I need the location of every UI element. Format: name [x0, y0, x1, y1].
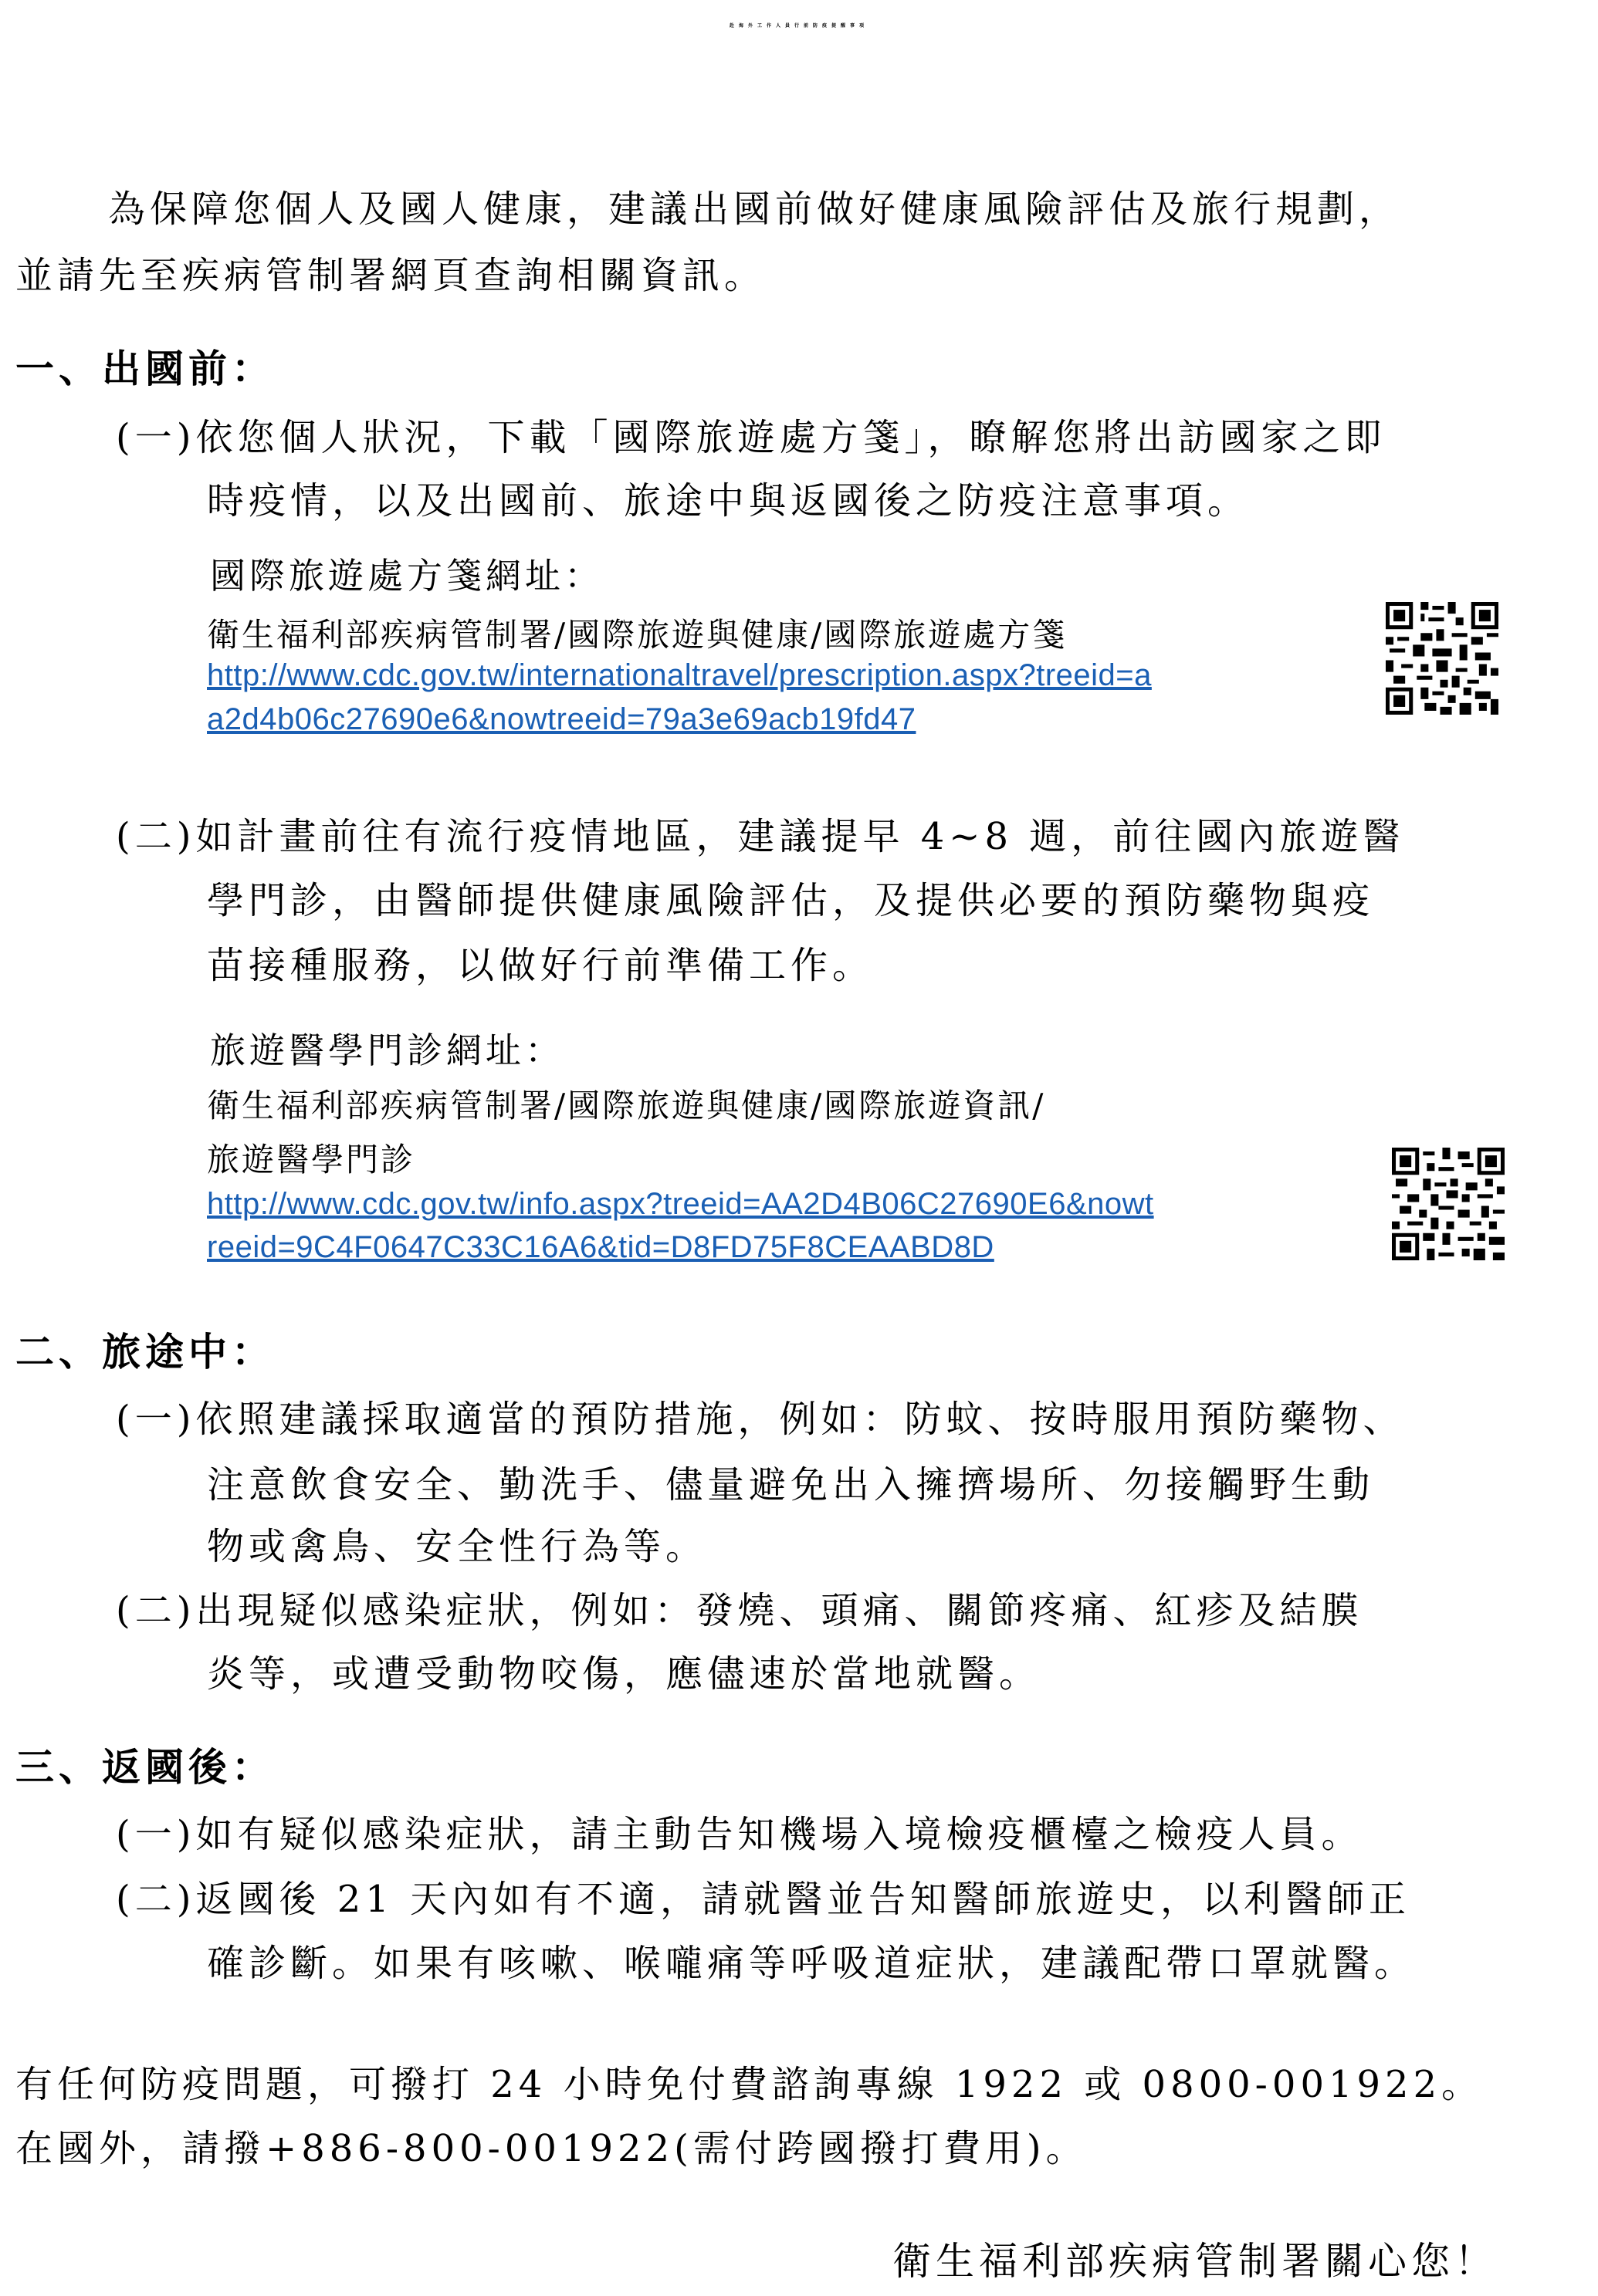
travel-clinic-link-line-1[interactable]: http://www.cdc.gov.tw/info.aspx?treeid=AA2D4B06C27690E6&nowt: [207, 1187, 1154, 1221]
travel-clinic-path-line-1: 衛生福利部疾病管制署/國際旅遊與健康/國際旅遊資訊/: [207, 1087, 1046, 1124]
page-title: 赴海外工作人員行前防疫提醒事項: [729, 23, 868, 29]
hotline-line-1: 有任何防疫問題，可撥打 24 小時免付費諮詢專線 1922 或 0800-001922。: [15, 2063, 1484, 2106]
prescription-link-line-1[interactable]: http://www.cdc.gov.tw/internationaltravel/prescription.aspx?treeid=a: [207, 658, 1152, 692]
intro-line-1: 為保障您個人及國人健康，建議出國前做好健康風險評估及旅行規劃，: [108, 188, 1401, 231]
travel-clinic-path-line-2: 旅遊醫學門診: [207, 1141, 416, 1178]
hotline-line-2: 在國外，請撥+886-800-001922(需付跨國撥打費用)。: [15, 2127, 1088, 2170]
section-2-item-2-line-1: (二)出現疑似感染症狀，例如：發燒、頭痛、關節疼痛、紅疹及結膜: [116, 1589, 1363, 1632]
section-1-item-1-line-2: 時疫情，以及出國前、旅途中與返國後之防疫注意事項。: [207, 479, 1250, 522]
section-2-item-1-line-3: 物或禽鳥、安全性行為等。: [207, 1525, 708, 1568]
section-1-heading: 一、出國前：: [15, 346, 275, 391]
qr-code-prescription-icon: [1386, 602, 1498, 715]
section-3-item-2-line-1: (二)返國後 21 天內如有不適，請就醫並告知醫師旅遊史，以利醫師正: [116, 1878, 1411, 1921]
signature: 衛生福利部疾病管制署關心您！: [892, 2239, 1498, 2284]
section-2-heading: 二、旅途中：: [15, 1329, 275, 1375]
travel-clinic-link-line-2[interactable]: reeid=9C4F0647C33C16A6&tid=D8FD75F8CEAABD8D: [207, 1230, 994, 1264]
intro-line-2: 並請先至疾病管制署網頁查詢相關資訊。: [15, 254, 767, 297]
section-1-item-1-line-1: (一)依您個人狀況，下載「國際旅遊處方箋」，瞭解您將出訪國家之即: [116, 416, 1386, 459]
section-2-item-1-line-2: 注意飲食安全、勤洗手、儘量避免出入擁擠場所、勿接觸野生動: [207, 1463, 1375, 1506]
qr-code-travel-clinic-icon: [1392, 1148, 1505, 1260]
section-1-item-2-line-2: 學門診，由醫師提供健康風險評估，及提供必要的預防藥物與疫: [207, 879, 1375, 922]
section-3-heading: 三、返國後：: [15, 1744, 275, 1790]
section-1-item-2-line-1: (二)如計畫前往有流行疫情地區，建議提早 4~8 週，前往國內旅遊醫: [116, 815, 1405, 858]
section-1-item-2-line-3: 苗接種服務，以做好行前準備工作。: [207, 944, 875, 987]
prescription-url-label: 國際旅遊處方箋網址：: [210, 555, 604, 597]
section-3-item-2-line-2: 確診斷。如果有咳嗽、喉嚨痛等呼吸道症狀，建議配帶口罩就醫。: [207, 1942, 1417, 1985]
section-2-item-1-line-1: (一)依照建議採取適當的預防措施，例如：防蚊、按時服用預防藥物、: [116, 1398, 1405, 1441]
section-3-item-1-line-1: (一)如有疑似感染症狀，請主動告知機場入境檢疫櫃檯之檢疫人員。: [116, 1813, 1363, 1856]
prescription-path: 衛生福利部疾病管制署/國際旅遊與健康/國際旅遊處方箋: [207, 616, 1068, 654]
travel-clinic-url-label: 旅遊醫學門診網址：: [210, 1030, 564, 1071]
prescription-link-line-2[interactable]: a2d4b06c27690e6&nowtreeid=79a3e69acb19fd47: [207, 702, 916, 736]
section-2-item-2-line-2: 炎等，或遭受動物咬傷，應儘速於當地就醫。: [207, 1652, 1041, 1696]
